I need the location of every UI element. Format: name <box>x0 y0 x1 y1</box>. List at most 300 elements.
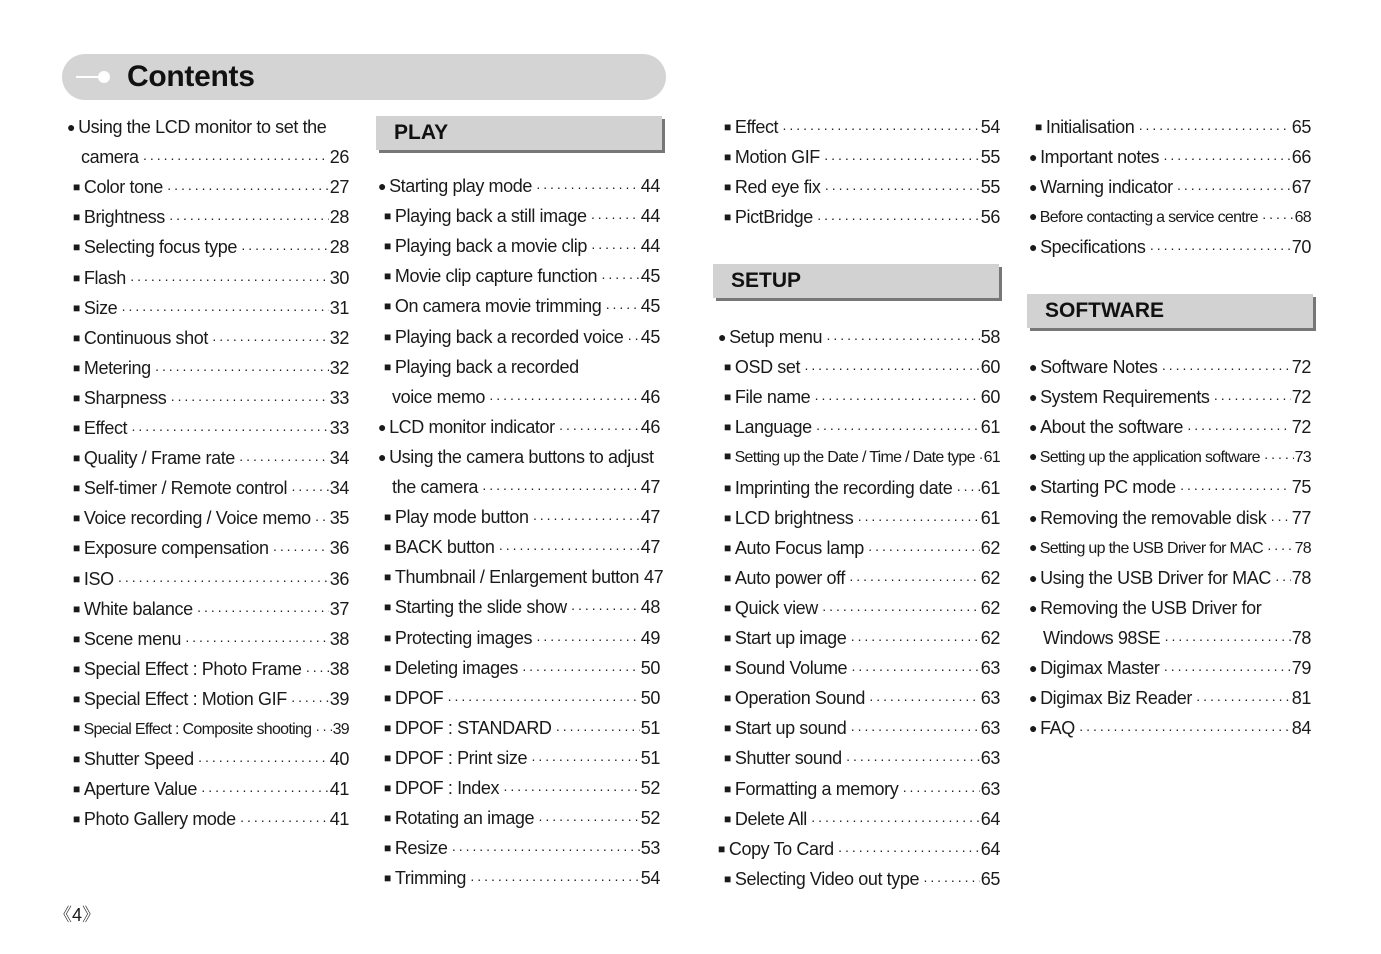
toc-entry <box>1035 114 1311 140</box>
toc-entry-label: LCD brightness <box>734 507 854 528</box>
dot-leader <box>155 356 329 382</box>
toc-entry <box>724 174 1000 200</box>
dot-leader <box>850 716 979 742</box>
toc-entry <box>73 295 349 321</box>
square-bullet-icon: ■ <box>73 300 80 315</box>
toc-entry-page: 33 <box>329 387 349 408</box>
dot-leader <box>201 777 329 803</box>
toc-entry-page: 56 <box>980 207 1000 228</box>
toc-entry-label: Voice recording / Voice memo <box>83 508 311 529</box>
toc-entry-page: 62 <box>980 567 1000 588</box>
toc-entry <box>73 355 349 381</box>
dot-leader <box>849 566 980 592</box>
square-bullet-icon: ■ <box>384 299 391 314</box>
toc-entry <box>724 505 1000 531</box>
toc-entry <box>724 806 1000 832</box>
square-bullet-icon: ■ <box>384 209 391 224</box>
square-bullet-icon: ■ <box>384 510 391 525</box>
square-bullet-icon: ■ <box>384 600 391 615</box>
square-bullet-icon: ■ <box>384 630 391 645</box>
dot-leader <box>169 205 329 231</box>
dot-leader <box>212 326 329 352</box>
dot-leader <box>130 266 329 292</box>
toc-entry <box>1029 384 1311 410</box>
toc-entry-label: Red eye fix <box>734 177 821 198</box>
dot-leader <box>956 476 979 502</box>
dot-leader <box>131 416 329 442</box>
toc-entry <box>724 776 1000 802</box>
toc-entry <box>1029 204 1311 230</box>
toc-entry-label: Software Notes <box>1040 357 1158 377</box>
square-bullet-icon: ■ <box>73 180 80 195</box>
dot-leader <box>118 567 329 593</box>
square-bullet-icon: ■ <box>724 180 731 195</box>
toc-entry-label: Photo Gallery mode <box>83 809 236 830</box>
toc-entry-label: OSD set <box>734 357 801 378</box>
toc-entry-page: 53 <box>640 838 660 859</box>
dot-leader <box>1270 506 1290 532</box>
toc-entry <box>384 685 660 711</box>
toc-entry <box>384 203 660 229</box>
toc-entry <box>1029 685 1311 711</box>
bullet-icon: ● <box>1029 720 1038 737</box>
toc-entry-page: 28 <box>329 207 349 228</box>
dot-leader <box>559 415 640 441</box>
toc-entry-label: the camera <box>392 477 479 497</box>
dot-leader <box>533 505 640 531</box>
toc-entry <box>724 625 1000 651</box>
toc-entry-label: About the software <box>1040 417 1183 438</box>
toc-entry-label: Removing the removable disk <box>1040 507 1267 528</box>
toc-entry-label: Flash <box>83 267 126 288</box>
toc-entry-page: 48 <box>640 597 660 618</box>
toc-entry-page: 72 <box>1291 387 1311 408</box>
toc-entry <box>384 263 660 289</box>
toc-entry <box>384 745 660 771</box>
toc-entry-page: 64 <box>980 808 1000 829</box>
toc-entry-label: Quick view <box>734 597 818 618</box>
dot-leader <box>824 145 980 171</box>
toc-entry <box>384 805 660 831</box>
section-header-play: PLAY <box>376 116 662 150</box>
toc-entry <box>378 444 660 470</box>
dot-leader <box>499 535 640 561</box>
toc-entry <box>384 534 660 560</box>
toc-entry-page: 38 <box>329 658 349 679</box>
toc-entry <box>724 414 1000 440</box>
toc-entry-label: Motion GIF <box>734 147 820 168</box>
toc-entry-label: Brightness <box>83 207 165 228</box>
dot-leader <box>167 175 329 201</box>
square-bullet-icon: ■ <box>724 871 731 886</box>
toc-entry-page: 61 <box>983 449 1000 467</box>
toc-entry-page: 72 <box>1291 357 1311 377</box>
toc-entry <box>724 745 1000 771</box>
toc-entry-page: 63 <box>980 658 1000 679</box>
bullet-icon: ● <box>1029 479 1038 496</box>
toc-entry-label: Effect <box>734 117 779 137</box>
toc-entry <box>73 475 349 501</box>
toc-entry <box>67 114 349 140</box>
toc-entry-label: DPOF <box>394 687 444 708</box>
square-bullet-icon: ■ <box>73 571 80 586</box>
bullet-icon: ● <box>1029 359 1038 375</box>
bullet-icon: ● <box>67 119 76 135</box>
square-bullet-icon: ■ <box>724 120 731 134</box>
toc-entry-page: 78 <box>1291 627 1311 648</box>
toc-entry-label: Resize <box>394 838 448 859</box>
dot-leader <box>1079 716 1291 742</box>
bullet-icon: ● <box>1029 599 1038 616</box>
toc-entry <box>73 265 349 291</box>
dot-leader <box>121 296 328 322</box>
toc-entry-label: Setup menu <box>729 327 823 347</box>
toc-entry-label: Specifications <box>1040 237 1146 258</box>
square-bullet-icon: ■ <box>724 751 731 766</box>
bullet-icon: ● <box>718 329 727 345</box>
dot-leader <box>482 475 640 501</box>
toc-entry-page: 45 <box>640 326 660 347</box>
toc-entry <box>73 776 349 802</box>
bullet-icon: ● <box>1029 569 1038 586</box>
toc-entry <box>384 564 664 590</box>
square-bullet-icon: ■ <box>73 691 80 706</box>
toc-entry-page: 63 <box>980 718 1000 739</box>
dot-leader <box>571 595 640 621</box>
dot-leader <box>315 506 329 532</box>
toc-entry-label: Special Effect : Motion GIF <box>83 688 287 709</box>
toc-entry-label: Thumbnail / Enlargement button <box>394 567 640 588</box>
toc-entry <box>724 384 1000 410</box>
toc-entry <box>73 415 349 441</box>
dot-leader <box>591 204 640 230</box>
toc-entry-page: 52 <box>640 778 660 798</box>
toc-entry-label: Metering <box>83 357 151 378</box>
dot-leader <box>291 687 329 713</box>
square-bullet-icon: ■ <box>724 210 731 225</box>
square-bullet-icon: ■ <box>724 150 731 165</box>
square-bullet-icon: ■ <box>1035 120 1042 134</box>
dot-leader <box>170 386 328 412</box>
toc-entry-label: Using the USB Driver for MAC <box>1040 567 1271 588</box>
toc-entry <box>724 114 1000 140</box>
toc-entry-page: 65 <box>980 868 1000 889</box>
toc-entry-page: 58 <box>980 327 1000 347</box>
toc-entry <box>384 775 660 801</box>
bullet-icon: ● <box>1029 389 1038 406</box>
toc-entry-page: 26 <box>329 147 349 168</box>
square-bullet-icon: ■ <box>724 420 731 435</box>
toc-entry-page: 50 <box>640 657 660 678</box>
dot-leader <box>503 776 640 802</box>
square-bullet-icon: ■ <box>724 540 731 555</box>
toc-entry-page: 81 <box>1291 688 1311 709</box>
dot-leader <box>814 385 979 411</box>
toc-entry-page: 51 <box>640 747 660 768</box>
dot-leader <box>305 657 328 683</box>
bullet-icon: ● <box>1029 239 1038 256</box>
square-bullet-icon: ■ <box>724 721 731 736</box>
toc-entry-label: Effect <box>83 418 128 438</box>
square-bullet-icon: ■ <box>724 360 731 375</box>
square-bullet-icon: ■ <box>73 360 80 375</box>
square-bullet-icon: ■ <box>73 721 80 735</box>
dot-leader <box>291 476 329 502</box>
dot-leader <box>851 656 980 682</box>
toc-entry-label: Play mode button <box>394 507 529 528</box>
square-bullet-icon: ■ <box>73 812 80 827</box>
toc-entry-label: Color tone <box>83 177 163 198</box>
toc-entry <box>724 144 1000 170</box>
toc-entry <box>724 475 1000 501</box>
square-bullet-icon: ■ <box>73 631 80 646</box>
toc-entry-page: 40 <box>329 749 349 770</box>
toc-entry-page: 84 <box>1291 718 1311 739</box>
dot-leader <box>979 444 983 470</box>
toc-entry-page: 79 <box>1291 658 1311 678</box>
toc-entry <box>73 234 349 260</box>
dot-leader <box>822 596 980 622</box>
dot-leader <box>1264 444 1294 470</box>
toc-entry-page: 47 <box>644 567 664 588</box>
toc-entry-label: Playing back a still image <box>394 206 587 227</box>
toc-entry-page: 78 <box>1291 567 1311 588</box>
toc-entry-label: Playing back a recorded <box>394 356 579 377</box>
toc-entry-label: Sharpness <box>83 387 167 408</box>
dot-leader <box>536 174 640 200</box>
toc-entry-label: Quality / Frame rate <box>83 448 235 469</box>
toc-entry-page: 41 <box>329 809 349 830</box>
toc-entry-page: 36 <box>329 538 349 559</box>
bullet-icon: ● <box>1029 149 1038 166</box>
toc-entry-page: 62 <box>980 597 1000 618</box>
square-bullet-icon: ■ <box>384 811 391 826</box>
square-bullet-icon: ■ <box>73 481 80 496</box>
toc-entry-label: Continuous shot <box>83 327 208 348</box>
toc-entry-page: 47 <box>640 507 660 528</box>
dot-leader <box>1187 415 1291 441</box>
toc-entry-page: 63 <box>980 778 1000 799</box>
bullet-icon: ● <box>1029 208 1037 225</box>
toc-entry-page: 46 <box>640 416 660 437</box>
toc-entry-label: Protecting images <box>394 627 533 648</box>
toc-entry-page: 52 <box>640 808 660 829</box>
toc-entry <box>724 354 1000 380</box>
square-bullet-icon: ■ <box>73 240 80 255</box>
toc-entry-label: Deleting images <box>394 657 518 678</box>
dot-leader <box>273 536 329 562</box>
dot-leader <box>1162 355 1291 381</box>
toc-entry <box>724 535 1000 561</box>
toc-entry-label: Size <box>83 297 118 318</box>
toc-entry-page: 45 <box>640 296 660 317</box>
toc-entry-label: On camera movie trimming <box>394 296 602 317</box>
toc-entry-page: 61 <box>980 507 1000 528</box>
square-bullet-icon: ■ <box>73 210 80 225</box>
dot-leader <box>857 506 979 532</box>
toc-entry <box>1029 474 1311 500</box>
toc-entry <box>1029 354 1311 380</box>
toc-entry <box>67 144 349 170</box>
page-title: Contents <box>127 60 255 93</box>
toc-entry <box>724 866 1000 892</box>
dot-leader <box>198 747 329 773</box>
toc-entry-label: Aperture Value <box>83 779 197 800</box>
toc-entry-label: Using the LCD monitor to set the <box>78 117 327 137</box>
toc-entry-page: 37 <box>329 598 349 619</box>
toc-entry-page: 32 <box>329 357 349 378</box>
square-bullet-icon: ■ <box>73 782 80 797</box>
bullet-icon: ● <box>1029 419 1038 436</box>
toc-entry-page: 60 <box>980 387 1000 408</box>
toc-entry-page: 35 <box>329 508 349 529</box>
bullet-icon: ● <box>1029 509 1038 526</box>
section-header-software: SOFTWARE <box>1027 294 1313 328</box>
dot-leader <box>838 837 980 863</box>
square-bullet-icon: ■ <box>384 239 391 254</box>
toc-entry <box>384 504 660 530</box>
dot-leader <box>447 686 640 712</box>
toc-entry-label: Setting up the application software <box>1039 449 1260 467</box>
toc-entry-label: Setting up the USB Driver for MAC <box>1039 539 1263 557</box>
toc-entry-label: Rotating an image <box>394 808 535 829</box>
square-bullet-icon: ■ <box>384 269 391 284</box>
bullet-icon: ● <box>1029 660 1038 676</box>
toc-entry-label: System Requirements <box>1040 387 1210 408</box>
square-bullet-icon: ■ <box>724 570 731 585</box>
square-bullet-icon: ■ <box>384 329 391 344</box>
toc-entry-label: Digimax Master <box>1040 658 1160 678</box>
dot-leader <box>1177 175 1291 201</box>
banner-dot-decoration <box>98 71 110 83</box>
square-bullet-icon: ■ <box>384 781 391 795</box>
dot-leader <box>826 325 980 351</box>
toc-entry-label: Selecting focus type <box>83 237 237 258</box>
toc-entry-page: 39 <box>332 721 349 738</box>
toc-entry-label: Exposure compensation <box>83 538 269 559</box>
toc-entry-label: Shutter Speed <box>83 749 194 770</box>
dot-leader <box>817 205 980 231</box>
toc-entry-page: 54 <box>640 868 660 889</box>
square-bullet-icon: ■ <box>73 601 80 616</box>
toc-entry <box>384 233 660 259</box>
toc-entry <box>724 444 1000 470</box>
dot-leader <box>489 385 640 411</box>
dot-leader <box>627 325 639 351</box>
toc-entry-page: 54 <box>980 117 1000 137</box>
toc-entry-label: Playing back a movie clip <box>394 236 587 257</box>
toc-entry-label: PictBridge <box>734 207 813 228</box>
square-bullet-icon: ■ <box>724 781 731 796</box>
toc-entry <box>73 325 349 351</box>
toc-entry-page: 68 <box>1294 209 1311 227</box>
square-bullet-icon: ■ <box>73 390 80 405</box>
dot-leader <box>531 746 640 772</box>
square-bullet-icon: ■ <box>384 750 391 765</box>
toc-entry-page: 36 <box>329 568 349 589</box>
square-bullet-icon: ■ <box>724 600 731 615</box>
square-bullet-icon: ■ <box>73 752 80 767</box>
toc-entry <box>73 566 349 592</box>
toc-entry <box>1029 414 1311 440</box>
toc-entry <box>384 865 660 891</box>
toc-entry-page: 64 <box>980 838 1000 859</box>
toc-entry-label: Movie clip capture function <box>394 266 598 287</box>
toc-entry <box>378 474 660 500</box>
toc-entry <box>384 293 660 319</box>
square-bullet-icon: ■ <box>724 390 731 405</box>
dot-leader <box>816 415 980 441</box>
toc-entry-label: DPOF : Print size <box>394 747 528 768</box>
dot-leader <box>556 716 640 742</box>
toc-entry-page: 28 <box>329 237 349 258</box>
toc-entry-label: Shutter sound <box>734 748 842 769</box>
toc-entry-label: Delete All <box>734 808 807 829</box>
dot-leader <box>185 627 329 653</box>
toc-entry <box>73 656 349 682</box>
square-bullet-icon: ■ <box>724 631 731 645</box>
toc-entry-page: 50 <box>640 687 660 708</box>
square-bullet-icon: ■ <box>73 421 80 435</box>
toc-entry-page: 39 <box>329 688 349 709</box>
toc-entry-page: 34 <box>329 448 349 469</box>
toc-entry-page: 61 <box>980 417 1000 438</box>
toc-entry-label: Formatting a memory <box>734 778 899 799</box>
toc-entry-label: Auto Focus lamp <box>734 537 864 558</box>
toc-entry-label: Warning indicator <box>1040 177 1173 198</box>
dot-leader <box>902 777 979 803</box>
bullet-icon: ● <box>1029 179 1038 196</box>
dot-leader <box>601 264 640 290</box>
toc-entry-label: Auto power off <box>734 567 846 588</box>
square-bullet-icon: ■ <box>73 451 80 466</box>
toc-entry <box>73 626 349 652</box>
dot-leader <box>825 175 980 201</box>
dot-leader <box>869 686 980 712</box>
dot-leader <box>143 145 329 171</box>
toc-entry <box>384 835 660 861</box>
toc-entry-label: Digimax Biz Reader <box>1040 688 1192 709</box>
toc-entry-page: 49 <box>640 627 660 648</box>
dot-leader <box>1196 686 1291 712</box>
toc-entry-page: 47 <box>640 477 660 497</box>
toc-entry <box>1029 444 1311 470</box>
toc-entry <box>724 565 1000 591</box>
toc-entry-label: Important notes <box>1040 147 1160 168</box>
toc-entry <box>73 716 349 742</box>
dot-leader <box>850 626 979 652</box>
toc-entry-page: 51 <box>640 717 660 738</box>
toc-entry-label: Starting play mode <box>389 176 532 196</box>
dot-leader <box>591 234 640 260</box>
toc-entry-label: White balance <box>83 598 193 619</box>
dot-leader <box>1214 385 1291 411</box>
toc-entry-page: 75 <box>1291 477 1311 498</box>
toc-entry-page: 55 <box>980 147 1000 168</box>
toc-entry-label: Selecting Video out type <box>734 868 920 889</box>
toc-entry <box>1029 174 1311 200</box>
toc-entry-label: File name <box>734 387 811 408</box>
dot-leader <box>197 597 329 623</box>
dot-leader <box>605 294 639 320</box>
toc-entry-page: 78 <box>1294 539 1311 557</box>
toc-entry-page: 63 <box>980 748 1000 769</box>
square-bullet-icon: ■ <box>384 871 391 886</box>
dot-leader <box>1267 535 1294 561</box>
toc-entry <box>73 686 349 712</box>
dot-leader <box>868 536 980 562</box>
toc-entry-page: 63 <box>980 688 1000 709</box>
